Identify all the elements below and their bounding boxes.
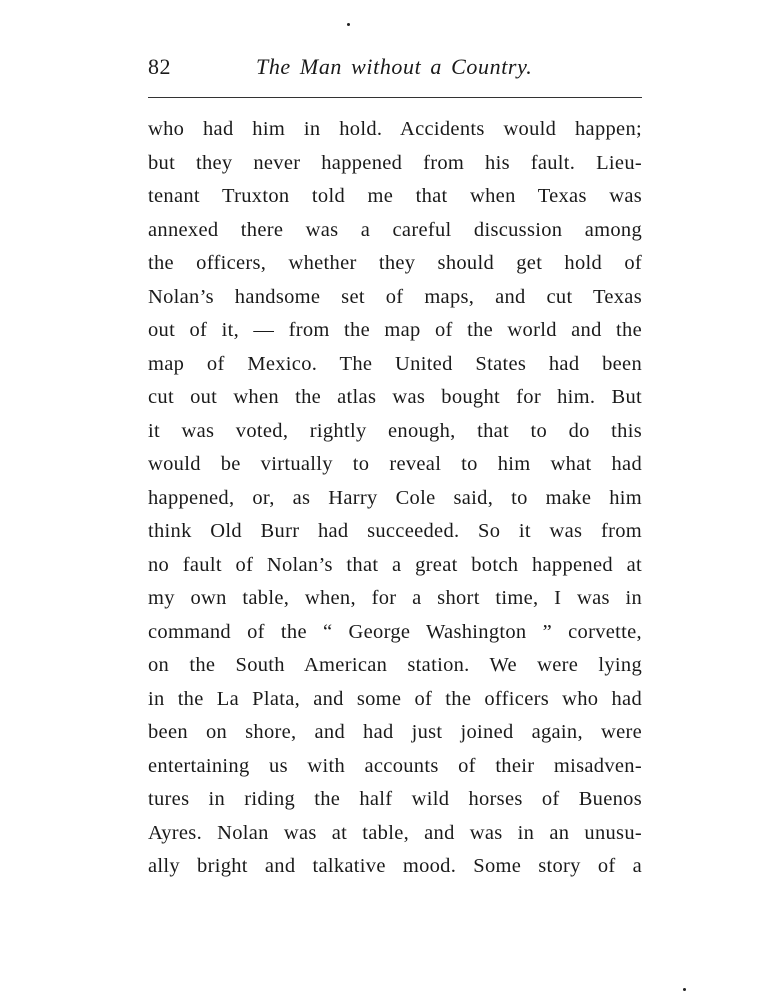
header-rule	[148, 97, 642, 98]
text-line: on the South American station. We were lying	[148, 654, 642, 676]
text-line: Ayres. Nolan was at table, and was in an unusu-	[148, 821, 642, 844]
text-line: annexed there was a careful discussion among	[148, 218, 642, 241]
text-line: in the La Plata, and some of the officers who had	[148, 687, 642, 710]
text-line: entertaining us with accounts of their misadven-	[148, 754, 642, 777]
text-line: ally bright and talkative mood. Some story of a	[148, 855, 642, 877]
text-line: out of it, — from the map of the world and the	[148, 319, 642, 341]
page-header	[148, 54, 642, 84]
text-line: the officers, whether they should get hold of	[148, 252, 642, 274]
text-line: command of the “ George Washington ” corvette,	[148, 620, 642, 643]
text-line: would be virtually to reveal to him what had	[148, 453, 642, 475]
text-line: happened, or, as Harry Cole said, to make him	[148, 486, 642, 509]
text-line: my own table, when, for a short time, I was in	[148, 587, 642, 609]
text-line: tenant Truxton told me that when Texas was	[148, 185, 642, 207]
text-line: been on shore, and had just joined again, were	[148, 721, 642, 743]
running-title: The Man without a Country.	[256, 54, 533, 79]
text-line: map of Mexico. The United States had been	[148, 352, 642, 375]
text-line: tures in riding the half wild horses of Buenos	[148, 788, 642, 810]
print-speck	[683, 988, 686, 991]
page-number: 82	[148, 54, 171, 79]
text-line: no fault of Nolan’s that a great botch happened at	[148, 553, 642, 576]
print-speck	[347, 23, 350, 26]
text-line: cut out when the atlas was bought for him. But	[148, 386, 642, 408]
text-line: it was voted, rightly enough, that to do this	[148, 419, 642, 442]
body-text	[148, 113, 642, 884]
text-line: think Old Burr had succeeded. So it was from	[148, 520, 642, 542]
text-line: who had him in hold. Accidents would happen;	[148, 118, 642, 140]
text-line: but they never happened from his fault. Lieu-	[148, 151, 642, 174]
text-line: Nolan’s handsome set of maps, and cut Texas	[148, 285, 642, 308]
